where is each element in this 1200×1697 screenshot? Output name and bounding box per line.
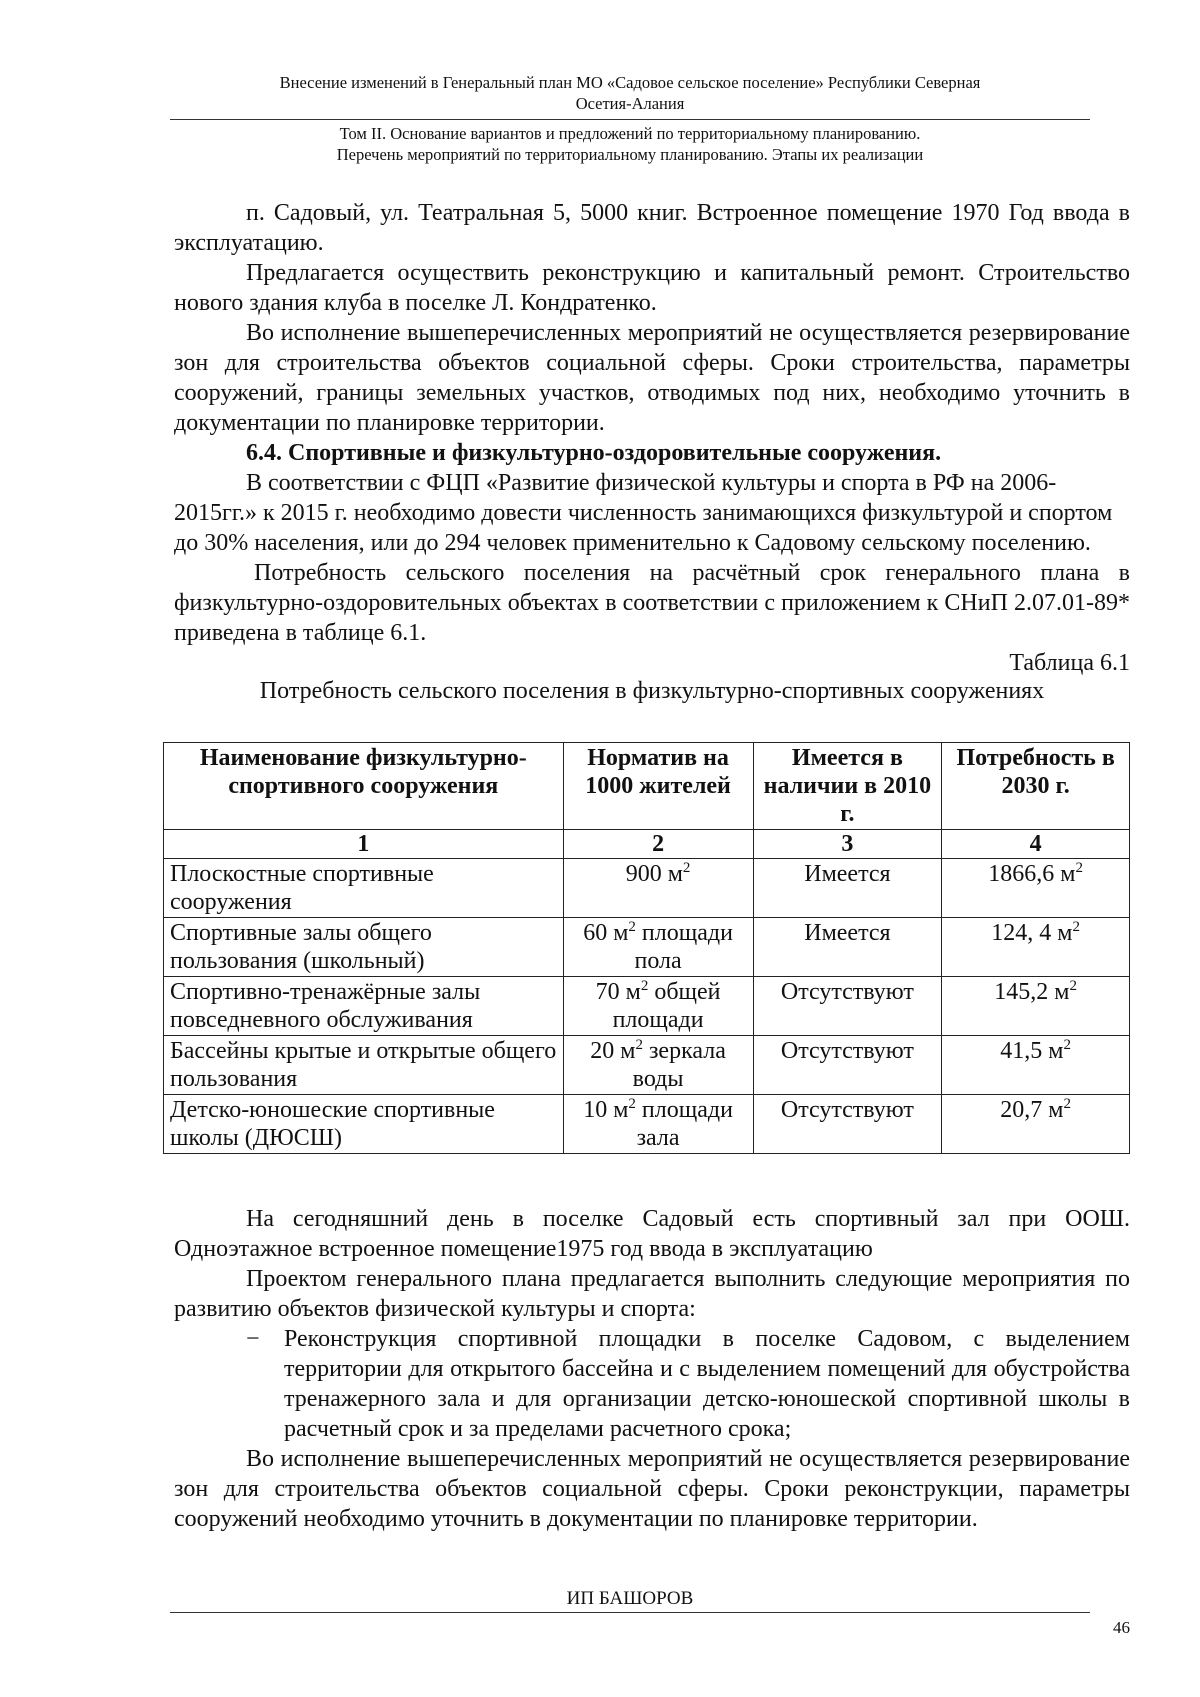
bullet-text: Реконструкция спортивной площадки в поселке Садовом, с выделением территории для открытого бассейна и с выделением помещений для обустройства тренажерного зала и для организации детско-юношеской спортивной школы в расчетный срок и за пределами расчетного срока; <box>284 1326 1130 1442</box>
footer-divider <box>170 1612 1090 1613</box>
running-header-bottom <box>170 123 1090 165</box>
table-label: Таблица 6.1 <box>1009 650 1130 676</box>
need-cell: 145,2 $м^2$ <box>942 977 1130 1036</box>
facility-name: Спортивные залы общего пользования (школьный) <box>164 918 564 977</box>
norm-cell: 20 $м^2$ зеркала воды <box>563 1036 753 1095</box>
header-cell: Имеется в наличии в 2010 г. <box>753 743 942 830</box>
column-number: 3 <box>753 830 942 859</box>
facility-name: Спортивно-тренажёрные залы повседневного обслуживания <box>164 977 564 1036</box>
need-cell: 124, 4 $м^2$ <box>942 918 1130 977</box>
need-cell: 41,5 $м^2$ <box>942 1036 1130 1095</box>
header-line-2: Осетия-Алания <box>575 94 685 113</box>
facility-name: Бассейны крытые и открытые общего пользования <box>164 1036 564 1095</box>
table-row <box>164 1036 1130 1095</box>
body-text-bottom <box>174 1204 1130 1534</box>
availability-cell: Имеется <box>753 859 942 918</box>
table-row <box>164 918 1130 977</box>
header-line-1: Внесение изменений в Генеральный план МО «Садовое сельское поселение» Республики Северная <box>279 73 981 92</box>
column-number: 2 <box>563 830 753 859</box>
sports-facilities-table <box>163 742 1130 1154</box>
norm-cell: 70 $м^2$ общей площади <box>563 977 753 1036</box>
header-divider <box>170 119 1090 120</box>
bullet-item <box>174 1324 1130 1444</box>
paragraph: Потребность сельского поселения на расчётный срок генерального плана в физкультурно-оздоровительных объектах в соответствии с приложением к СНиП 2.07.01-89* приведена в таблице 6.1. <box>174 560 1130 646</box>
footer-company: ИП БАШОРОВ <box>566 1588 694 1609</box>
availability-cell: Отсутствуют <box>753 1095 942 1154</box>
column-number: 4 <box>942 830 1130 859</box>
section-heading: 6.4. Спортивные и физкультурно-оздоровительные сооружения. <box>246 440 942 466</box>
table-row <box>164 977 1130 1036</box>
bullet-dash: − <box>246 1326 260 1352</box>
availability-cell: Отсутствуют <box>753 977 942 1036</box>
column-number: 1 <box>164 830 564 859</box>
table-header-row <box>164 743 1130 830</box>
facility-name: Плоскостные спортивные сооружения <box>164 859 564 918</box>
paragraph: Во исполнение вышеперечисленных мероприятий не осуществляется резервирование зон для строительства объектов социальной сферы. Сроки реконструкции, параметры сооружений необходимо уточнить в документации по планировке территории. <box>174 1446 1130 1532</box>
paragraph: п. Садовый, ул. Театральная 5, 5000 книг. Встроенное помещение 1970 Год ввода в эксплуатацию. <box>174 200 1130 256</box>
table-row <box>164 859 1130 918</box>
table-row <box>164 1095 1130 1154</box>
need-cell: 1866,6 $м^2$ <box>942 859 1130 918</box>
body-text-top <box>174 198 1130 705</box>
header-cell: Норматив на 1000 жителей <box>563 743 753 830</box>
table-caption: Потребность сельского поселения в физкультурно-спортивных сооружениях <box>259 678 1045 704</box>
availability-cell: Имеется <box>753 918 942 977</box>
page-number: 46 <box>1113 1618 1130 1637</box>
need-cell: 20,7 $м^2$ <box>942 1095 1130 1154</box>
availability-cell: Отсутствуют <box>753 1036 942 1095</box>
header-line-4: Перечень мероприятий по территориальному планированию. Этапы их реализации <box>336 145 924 164</box>
paragraph: Проектом генерального плана предлагается выполнить следующие мероприятия по развитию объектов физической культуры и спорта: <box>174 1266 1130 1322</box>
paragraph: На сегодняшний день в поселке Садовый есть спортивный зал при ООШ. Одноэтажное встроенное помещение1975 год ввода в эксплуатацию <box>174 1206 1130 1262</box>
header-line-3: Том II. Основание вариантов и предложений по территориальному планированию. <box>339 124 921 143</box>
facility-name: Детско-юношеские спортивные школы (ДЮСШ) <box>164 1095 564 1154</box>
norm-cell: 900 $м^2$ <box>563 859 753 918</box>
paragraph: Предлагается осуществить реконструкцию и капитальный ремонт. Строительство нового здания клуба в поселке Л. Кондратенко. <box>174 260 1130 316</box>
header-cell: Потребность в 2030 г. <box>942 743 1130 830</box>
running-header-top <box>170 72 1090 114</box>
column-number-row <box>164 830 1130 859</box>
header-cell: Наименование физкультурно-спортивного сооружения <box>164 743 564 830</box>
paragraph: В соответствии с ФЦП «Развитие физической культуры и спорта в РФ на 2006-2015гг.» к 2015 г. необходимо довести численность занимающихся физкультурой и спортом до 30% населения, или до 294 человек применительно к Садовому сельскому поселению. <box>174 470 1113 556</box>
norm-cell: 10 $м^2$ площади зала <box>563 1095 753 1154</box>
paragraph: Во исполнение вышеперечисленных мероприятий не осуществляется резервирование зон для строительства объектов социальной сферы. Сроки строительства, параметры сооружений, границы земельных участков, отводимых под них, необходимо уточнить в документации по планировке территории. <box>174 320 1130 436</box>
norm-cell: 60 $м^2$ площади пола <box>563 918 753 977</box>
